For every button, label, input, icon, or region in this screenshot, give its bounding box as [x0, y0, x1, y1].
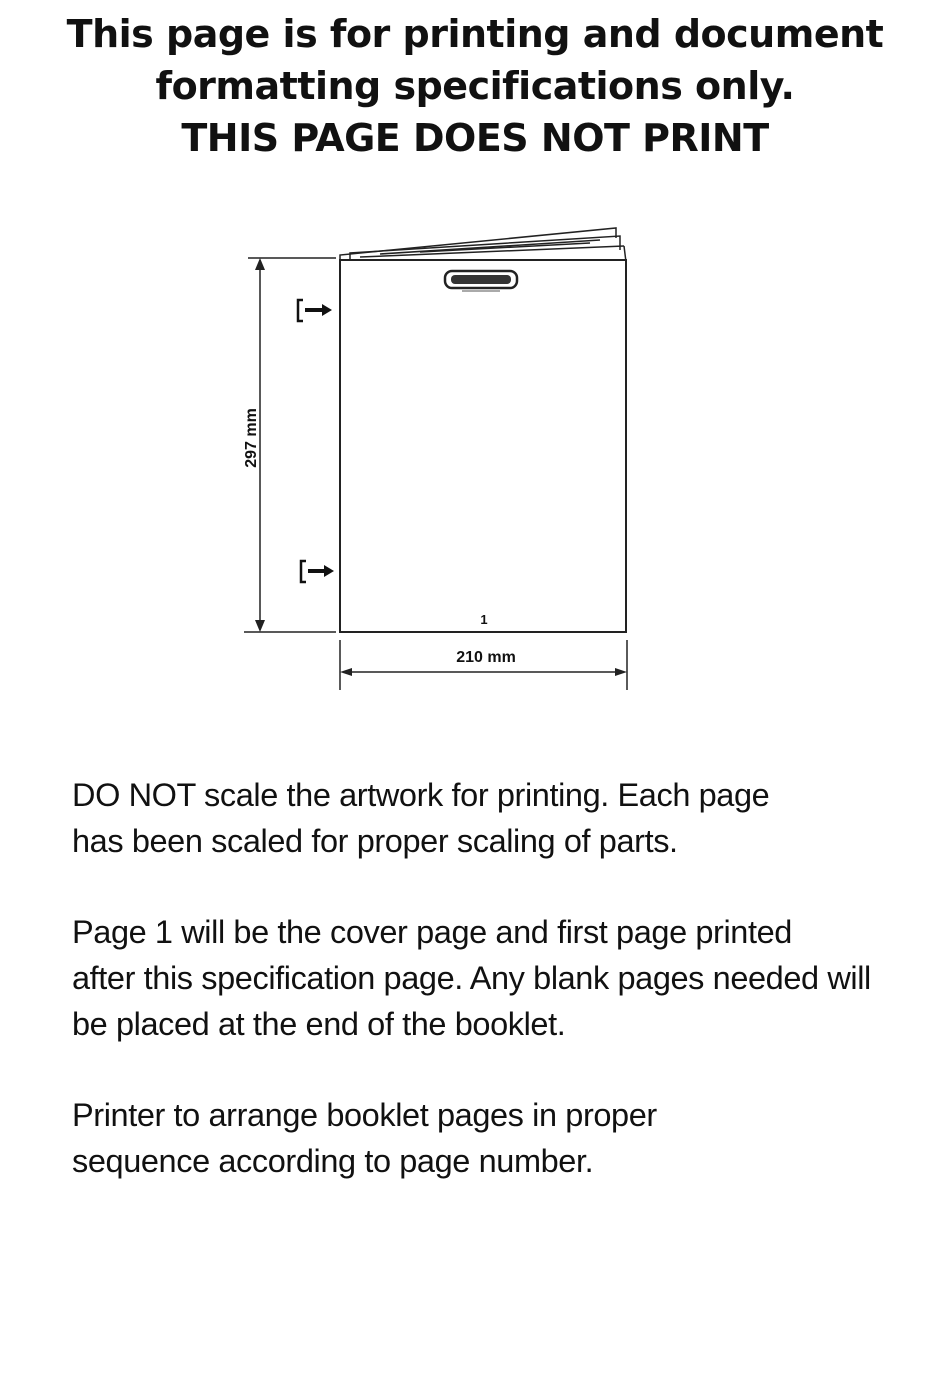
binding-arrow-icon — [301, 561, 334, 582]
page-number-label: 1 — [480, 612, 488, 627]
height-dimension-label: 297 mm — [243, 408, 260, 468]
instruction-line: Page 1 will be the cover page and first page printed — [72, 914, 792, 950]
instruction-line: Printer to arrange booklet pages in proper — [72, 1097, 657, 1133]
header-line-1: This page is for printing and document — [66, 12, 884, 56]
header-line-2: formatting specifications only. — [155, 64, 795, 108]
instruction-line: DO NOT scale the artwork for printing. Each page — [72, 777, 770, 813]
instructions-body — [72, 772, 950, 1229]
instruction-line: sequence according to page number. — [72, 1143, 594, 1179]
header-line-3: THIS PAGE DOES NOT PRINT — [181, 116, 769, 160]
back-pages — [340, 228, 626, 262]
booklet-front-page — [340, 260, 626, 632]
binding-arrow-icon — [298, 300, 332, 321]
instruction-paragraph-cover — [72, 909, 950, 1047]
instruction-line: be placed at the end of the booklet. — [72, 1006, 566, 1042]
instruction-line: has been scaled for proper scaling of parts. — [72, 823, 678, 859]
width-dimension-label: 210 mm — [456, 649, 516, 666]
instruction-line: after this specification page. Any blank pages needed will — [72, 960, 871, 996]
instruction-paragraph-scaling — [72, 772, 950, 864]
instruction-paragraph-sequence — [72, 1092, 950, 1184]
